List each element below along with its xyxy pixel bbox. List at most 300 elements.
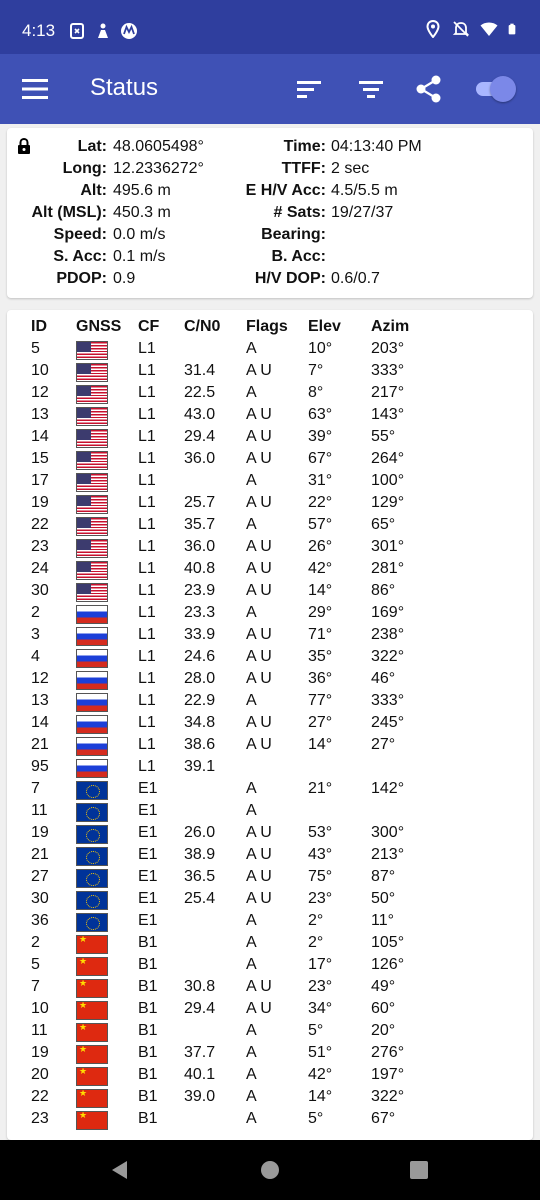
- cell-id: 20: [31, 1066, 49, 1083]
- back-icon[interactable]: [110, 1160, 130, 1180]
- lat-label: Lat:: [77, 138, 107, 155]
- cell-cn0: 28.0: [184, 670, 216, 687]
- us-flag-icon: [76, 451, 108, 470]
- cell-flags: A: [246, 340, 257, 357]
- info-row-5: [7, 226, 533, 248]
- cell-flags: A: [246, 1022, 257, 1039]
- cell-elev: 77°: [308, 692, 333, 709]
- alt-msl-value: 450.3 m: [113, 204, 171, 221]
- ttff-value: 2 sec: [331, 160, 370, 177]
- cell-id: 19: [31, 1044, 49, 1061]
- cell-cn0: 29.4: [184, 428, 216, 445]
- cell-cn0: 29.4: [184, 1000, 216, 1017]
- cell-azim: 126°: [371, 956, 405, 973]
- cell-azim: 169°: [371, 604, 405, 621]
- cell-id: 14: [31, 428, 49, 445]
- info-row-2: [7, 160, 533, 182]
- cell-cn0: 30.8: [184, 978, 216, 995]
- cell-elev: 31°: [308, 472, 333, 489]
- china-flag-icon: [76, 1089, 108, 1108]
- wifi-icon: [480, 20, 498, 38]
- cell-cf: B1: [138, 1066, 158, 1083]
- cell-cf: L1: [138, 428, 156, 445]
- table-row: [7, 890, 533, 912]
- header-elev: Elev: [308, 318, 341, 335]
- russia-flag-icon: [76, 627, 108, 646]
- cell-cn0: 31.4: [184, 362, 216, 379]
- cell-azim: 197°: [371, 1066, 405, 1083]
- cell-azim: 322°: [371, 1088, 405, 1105]
- sort-icon[interactable]: [294, 74, 324, 104]
- cell-azim: 333°: [371, 692, 405, 709]
- cell-cf: L1: [138, 692, 156, 709]
- cell-azim: 333°: [371, 362, 405, 379]
- cell-azim: 105°: [371, 934, 405, 951]
- china-flag-icon: [76, 1067, 108, 1086]
- us-flag-icon: [76, 583, 108, 602]
- cell-elev: 2°: [308, 912, 324, 929]
- cell-flags: A U: [246, 714, 272, 731]
- cell-flags: A U: [246, 560, 272, 577]
- cell-id: 10: [31, 362, 49, 379]
- russia-flag-icon: [76, 605, 108, 624]
- cell-cn0: 38.9: [184, 846, 216, 863]
- cell-id: 5: [31, 340, 40, 357]
- us-flag-icon: [76, 517, 108, 536]
- cell-cn0: 23.3: [184, 604, 216, 621]
- cell-azim: 87°: [371, 868, 396, 885]
- cell-id: 11: [31, 802, 48, 819]
- russia-flag-icon: [76, 693, 108, 712]
- eu-flag-icon: [76, 913, 108, 932]
- ehv-acc-label: E H/V Acc:: [245, 182, 326, 199]
- cell-cf: E1: [138, 890, 158, 907]
- table-row: [7, 1088, 533, 1110]
- header-id: ID: [31, 318, 47, 335]
- cell-cn0: 34.8: [184, 714, 216, 731]
- cell-cn0: 25.7: [184, 494, 216, 511]
- table-row: [7, 340, 533, 362]
- cell-flags: A U: [246, 978, 272, 995]
- cell-cf: L1: [138, 582, 156, 599]
- menu-icon[interactable]: [22, 78, 48, 100]
- china-flag-icon: [76, 979, 108, 998]
- cell-cn0: 33.9: [184, 626, 216, 643]
- cell-id: 23: [31, 1110, 49, 1127]
- cell-azim: 281°: [371, 560, 405, 577]
- cell-flags: A U: [246, 494, 272, 511]
- cell-id: 30: [31, 890, 49, 907]
- cell-cn0: 23.9: [184, 582, 216, 599]
- cell-cn0: 22.5: [184, 384, 216, 401]
- cell-azim: 86°: [371, 582, 396, 599]
- cell-id: 15: [31, 450, 49, 467]
- us-flag-icon: [76, 539, 108, 558]
- hv-dop-label: H/V DOP:: [254, 270, 326, 287]
- cell-flags: A: [246, 384, 257, 401]
- cell-elev: 51°: [308, 1044, 333, 1061]
- cell-cf: L1: [138, 758, 156, 775]
- alt-label: Alt:: [80, 182, 107, 199]
- long-value: 12.2336272°: [113, 160, 204, 177]
- cell-cf: E1: [138, 912, 158, 929]
- cell-cf: E1: [138, 802, 158, 819]
- russia-flag-icon: [76, 671, 108, 690]
- cell-cf: L1: [138, 494, 156, 511]
- cell-id: 4: [31, 648, 40, 665]
- table-row: [7, 714, 533, 736]
- info-row-1: [7, 138, 533, 160]
- table-row: [7, 868, 533, 890]
- filter-icon[interactable]: [356, 74, 386, 104]
- table-row: [7, 450, 533, 472]
- cell-cf: B1: [138, 934, 158, 951]
- cell-id: 36: [31, 912, 49, 929]
- cell-elev: 21°: [308, 780, 333, 797]
- cell-azim: 300°: [371, 824, 405, 841]
- cell-elev: 5°: [308, 1110, 324, 1127]
- cell-cf: B1: [138, 1000, 158, 1017]
- s-acc-label: S. Acc:: [53, 248, 107, 265]
- system-status-bar: [0, 0, 540, 54]
- cell-elev: 27°: [308, 714, 333, 731]
- cell-flags: A: [246, 934, 257, 951]
- cell-azim: 65°: [371, 516, 396, 533]
- russia-flag-icon: [76, 715, 108, 734]
- long-label: Long:: [62, 160, 107, 177]
- time-value: 04:13:40 PM: [331, 138, 422, 155]
- cell-azim: 276°: [371, 1044, 405, 1061]
- cell-flags: A: [246, 604, 257, 621]
- battery-icon: [508, 20, 520, 38]
- cell-elev: 75°: [308, 868, 333, 885]
- china-flag-icon: [76, 1045, 108, 1064]
- motorola-icon: [120, 22, 138, 40]
- sats-label: # Sats:: [273, 204, 326, 221]
- cell-flags: A U: [246, 868, 272, 885]
- speed-label: Speed:: [53, 226, 107, 243]
- cell-flags: A U: [246, 362, 272, 379]
- info-row-6: [7, 248, 533, 270]
- cell-id: 2: [31, 934, 40, 951]
- table-row: [7, 1110, 533, 1132]
- cell-elev: 42°: [308, 1066, 333, 1083]
- cell-flags: A: [246, 1110, 257, 1127]
- cell-azim: 11°: [371, 912, 395, 929]
- cell-cf: L1: [138, 406, 156, 423]
- table-row: [7, 1066, 533, 1088]
- cell-cn0: 22.9: [184, 692, 216, 709]
- cell-flags: A U: [246, 648, 272, 665]
- cell-azim: 301°: [371, 538, 405, 555]
- lat-value: 48.0605498°: [113, 138, 204, 155]
- cell-elev: 23°: [308, 890, 333, 907]
- cell-cn0: 36.0: [184, 450, 216, 467]
- cell-cn0: 38.6: [184, 736, 216, 753]
- cell-elev: 39°: [308, 428, 333, 445]
- cell-id: 3: [31, 626, 40, 643]
- table-row: [7, 428, 533, 450]
- cell-cf: L1: [138, 340, 156, 357]
- china-flag-icon: [76, 1111, 108, 1130]
- table-row: [7, 1000, 533, 1022]
- cell-elev: 7°: [308, 362, 324, 379]
- cell-flags: A: [246, 802, 257, 819]
- cell-elev: 17°: [308, 956, 333, 973]
- cell-cf: L1: [138, 560, 156, 577]
- hv-dop-value: 0.6/0.7: [331, 270, 380, 287]
- satellite-table-card[interactable]: [7, 310, 533, 1140]
- table-row: [7, 846, 533, 868]
- cell-cf: L1: [138, 516, 156, 533]
- cell-id: 22: [31, 516, 49, 533]
- home-icon[interactable]: [261, 1161, 279, 1179]
- eu-flag-icon: [76, 847, 108, 866]
- alt-msl-label: Alt (MSL):: [31, 204, 107, 221]
- cell-flags: A U: [246, 736, 272, 753]
- info-row-4: [7, 204, 533, 226]
- cell-id: 19: [31, 494, 49, 511]
- cell-cf: E1: [138, 780, 158, 797]
- tracking-toggle-switch[interactable]: [474, 76, 516, 102]
- cell-cf: L1: [138, 670, 156, 687]
- cell-cf: L1: [138, 472, 156, 489]
- cell-id: 13: [31, 406, 49, 423]
- table-header: [7, 318, 533, 340]
- table-row: [7, 802, 533, 824]
- cell-azim: 49°: [371, 978, 396, 995]
- cell-id: 23: [31, 538, 49, 555]
- cell-cf: L1: [138, 736, 156, 753]
- pdop-label: PDOP:: [56, 270, 107, 287]
- cell-azim: 245°: [371, 714, 405, 731]
- cell-cn0: 40.1: [184, 1066, 216, 1083]
- header-flags: Flags: [246, 318, 288, 335]
- cell-azim: 264°: [371, 450, 405, 467]
- table-row: [7, 1022, 533, 1044]
- eu-flag-icon: [76, 891, 108, 910]
- cell-cn0: 39.1: [184, 758, 216, 775]
- cell-flags: A U: [246, 582, 272, 599]
- cell-azim: 20°: [371, 1022, 396, 1039]
- cell-id: 21: [31, 846, 49, 863]
- cell-cf: E1: [138, 846, 158, 863]
- cell-id: 21: [31, 736, 49, 753]
- cell-id: 2: [31, 604, 40, 621]
- cell-elev: 14°: [308, 736, 333, 753]
- cell-cn0: 37.7: [184, 1044, 216, 1061]
- cell-id: 22: [31, 1088, 49, 1105]
- cell-azim: 50°: [371, 890, 396, 907]
- table-row: [7, 472, 533, 494]
- table-row: [7, 648, 533, 670]
- russia-flag-icon: [76, 649, 108, 668]
- cell-azim: 143°: [371, 406, 405, 423]
- page-title: Status: [90, 74, 159, 101]
- cell-id: 10: [31, 1000, 49, 1017]
- table-row: [7, 978, 533, 1000]
- cell-elev: 57°: [308, 516, 333, 533]
- cell-azim: 129°: [371, 494, 405, 511]
- cell-cf: B1: [138, 956, 158, 973]
- us-flag-icon: [76, 429, 108, 448]
- sim-icon: [68, 22, 86, 40]
- clock-time: 4:13: [22, 21, 56, 40]
- cell-flags: A: [246, 472, 257, 489]
- s-acc-value: 0.1 m/s: [113, 248, 166, 265]
- cell-flags: A: [246, 780, 257, 797]
- cell-flags: A U: [246, 824, 272, 841]
- table-row: [7, 1044, 533, 1066]
- us-flag-icon: [76, 495, 108, 514]
- app-toolbar: [0, 54, 540, 124]
- cell-id: 7: [31, 780, 40, 797]
- cell-azim: 100°: [371, 472, 405, 489]
- cell-cf: L1: [138, 626, 156, 643]
- cell-azim: 238°: [371, 626, 405, 643]
- cell-elev: 14°: [308, 1088, 333, 1105]
- cell-id: 17: [31, 472, 49, 489]
- cell-azim: 203°: [371, 340, 405, 357]
- cell-cn0: 36.5: [184, 868, 216, 885]
- cell-id: 27: [31, 868, 49, 885]
- cell-id: 14: [31, 714, 49, 731]
- us-flag-icon: [76, 561, 108, 580]
- cell-cf: L1: [138, 538, 156, 555]
- cell-elev: 8°: [308, 384, 324, 401]
- cell-cf: B1: [138, 978, 158, 995]
- cell-cn0: 43.0: [184, 406, 216, 423]
- cell-flags: A: [246, 912, 257, 929]
- ttff-label: TTFF:: [281, 160, 326, 177]
- cell-id: 19: [31, 824, 49, 841]
- cell-flags: A U: [246, 1000, 272, 1017]
- table-row: [7, 934, 533, 956]
- cell-flags: A U: [246, 890, 272, 907]
- table-row: [7, 560, 533, 582]
- us-flag-icon: [76, 363, 108, 382]
- cell-id: 5: [31, 956, 40, 973]
- cell-flags: A U: [246, 846, 272, 863]
- eu-flag-icon: [76, 781, 108, 800]
- table-row: [7, 494, 533, 516]
- cell-flags: A: [246, 1044, 257, 1061]
- cell-cn0: 39.0: [184, 1088, 216, 1105]
- table-row: [7, 692, 533, 714]
- cell-cf: L1: [138, 714, 156, 731]
- b-acc-label: B. Acc:: [271, 248, 326, 265]
- cell-elev: 14°: [308, 582, 333, 599]
- table-row: [7, 824, 533, 846]
- cell-flags: A: [246, 692, 257, 709]
- cell-cf: L1: [138, 604, 156, 621]
- table-row: [7, 758, 533, 780]
- china-flag-icon: [76, 957, 108, 976]
- cell-flags: A U: [246, 450, 272, 467]
- cell-flags: A U: [246, 670, 272, 687]
- cell-flags: A: [246, 956, 257, 973]
- speed-value: 0.0 m/s: [113, 226, 166, 243]
- location-icon: [424, 20, 442, 38]
- cell-elev: 67°: [308, 450, 333, 467]
- cell-cn0: 26.0: [184, 824, 216, 841]
- cell-azim: 60°: [371, 1000, 396, 1017]
- cell-azim: 67°: [371, 1110, 396, 1127]
- cell-flags: A: [246, 516, 257, 533]
- header-cf: CF: [138, 318, 160, 335]
- cell-cf: B1: [138, 1110, 158, 1127]
- cell-flags: A U: [246, 626, 272, 643]
- cell-elev: 36°: [308, 670, 333, 687]
- cell-cn0: 35.7: [184, 516, 216, 533]
- cell-cn0: 36.0: [184, 538, 216, 555]
- cell-cf: L1: [138, 362, 156, 379]
- cell-id: 11: [31, 1022, 48, 1039]
- info-row-3: [7, 182, 533, 204]
- russia-flag-icon: [76, 759, 108, 778]
- ehv-acc-value: 4.5/5.5 m: [331, 182, 398, 199]
- us-flag-icon: [76, 341, 108, 360]
- cell-azim: 322°: [371, 648, 405, 665]
- mute-icon: [452, 20, 470, 38]
- cell-cf: E1: [138, 824, 158, 841]
- cell-azim: 55°: [371, 428, 396, 445]
- cell-cf: L1: [138, 648, 156, 665]
- table-row: [7, 670, 533, 692]
- cell-cf: B1: [138, 1088, 158, 1105]
- cell-id: 30: [31, 582, 49, 599]
- cell-id: 13: [31, 692, 49, 709]
- bearing-label: Bearing:: [261, 226, 326, 243]
- cell-elev: 34°: [308, 1000, 333, 1017]
- cell-cn0: 24.6: [184, 648, 216, 665]
- alt-value: 495.6 m: [113, 182, 171, 199]
- china-flag-icon: [76, 1023, 108, 1042]
- recents-icon[interactable]: [410, 1161, 428, 1179]
- cell-elev: 71°: [308, 626, 333, 643]
- cell-elev: 23°: [308, 978, 333, 995]
- cell-cf: B1: [138, 1044, 158, 1061]
- cell-flags: A: [246, 1088, 257, 1105]
- cell-azim: 142°: [371, 780, 405, 797]
- cell-cf: L1: [138, 450, 156, 467]
- share-icon[interactable]: [414, 74, 444, 104]
- cell-azim: 27°: [371, 736, 396, 753]
- cell-elev: 53°: [308, 824, 333, 841]
- table-row: [7, 538, 533, 560]
- cell-elev: 43°: [308, 846, 333, 863]
- cell-flags: A U: [246, 538, 272, 555]
- cell-elev: 5°: [308, 1022, 324, 1039]
- cell-flags: A U: [246, 428, 272, 445]
- cell-cf: L1: [138, 384, 156, 401]
- location-info-card: [7, 128, 533, 298]
- table-row: [7, 604, 533, 626]
- table-row: [7, 626, 533, 648]
- table-row: [7, 736, 533, 758]
- table-row: [7, 582, 533, 604]
- cell-id: 12: [31, 670, 49, 687]
- toggle-knob: [490, 76, 516, 102]
- cell-azim: 217°: [371, 384, 405, 401]
- us-flag-icon: [76, 385, 108, 404]
- table-row: [7, 780, 533, 802]
- system-navigation-bar: [0, 1140, 540, 1200]
- time-label: Time:: [283, 138, 326, 155]
- cell-elev: 29°: [308, 604, 333, 621]
- eu-flag-icon: [76, 803, 108, 822]
- header-cn0: C/N0: [184, 318, 221, 335]
